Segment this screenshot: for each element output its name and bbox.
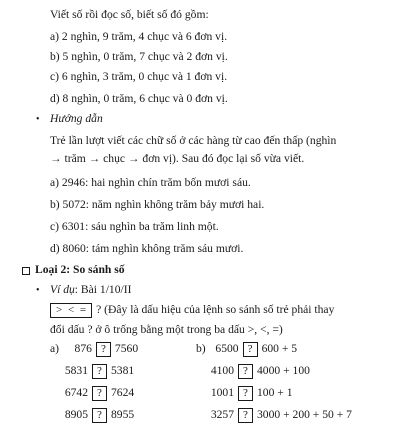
comparison-right-1 — [204, 364, 310, 379]
comparison-right-2 — [204, 386, 293, 401]
guide-title: Hướng dẫn — [50, 112, 103, 125]
compare-box[interactable]: ? — [238, 386, 253, 401]
task-d: d) 8 nghìn, 0 trăm, 6 chục và 0 đơn vị. — [50, 92, 228, 105]
compare-b: 7560 — [114, 342, 139, 356]
compare-b: 7624 — [111, 386, 135, 400]
compare-a: 3257 — [210, 408, 234, 422]
compare-b: 600 + 5 — [261, 342, 298, 356]
comparison-left-0 — [50, 342, 138, 357]
compare-box[interactable]: ? — [243, 342, 258, 357]
compare-box[interactable]: ? — [238, 364, 253, 379]
section-title: Loại 2: So sánh số — [35, 263, 125, 276]
comparison-right-0 — [196, 342, 297, 357]
compare-a: 8905 — [64, 408, 88, 422]
compare-a: 1001 — [210, 386, 234, 400]
compare-box[interactable]: ? — [92, 364, 107, 379]
example-ref: : Bài 1/10/II — [74, 283, 132, 296]
compare-a: 4100 — [210, 364, 234, 378]
compare-a: 876 — [74, 342, 92, 356]
right-label: b) — [196, 342, 206, 356]
compare-b: 100 + 1 — [257, 386, 293, 400]
exercise-intro: Viết số rồi đọc số, biết số đó gồm: — [50, 8, 209, 21]
compare-b: 5381 — [111, 364, 135, 378]
comparison-left-2 — [58, 386, 134, 401]
operator-box: > < = — [50, 303, 92, 318]
answer-b: b) 5072: năm nghìn không trăm bảy mươi hai. — [50, 198, 265, 211]
answer-c: c) 6301: sáu nghìn ba trăm linh một. — [50, 220, 219, 233]
guide-text-line1: Trẻ lần lượt viết các chữ số ở các hàng từ cao đến thấp (nghìn — [50, 134, 337, 147]
guide-text-line2: → trăm → chục → đơn vị). Sau đó đọc lại số vừa viết. — [50, 152, 305, 165]
left-label: a) — [50, 342, 60, 356]
compare-a: 5831 — [64, 364, 88, 378]
comparison-left-3 — [58, 408, 134, 423]
answer-a: a) 2946: hai nghìn chín trăm bốn mươi sáu. — [50, 176, 251, 189]
compare-box[interactable]: ? — [96, 342, 111, 357]
task-b: b) 5 nghìn, 0 trăm, 7 chục và 2 đơn vị. — [50, 50, 228, 63]
task-c: c) 6 nghìn, 3 trăm, 0 chục và 1 đơn vị. — [50, 70, 228, 83]
guide-bullet: • — [36, 114, 40, 125]
compare-b: 8955 — [111, 408, 135, 422]
example-explain-text1: ? (Đây là dấu hiệu của lệnh so sánh số trẻ phải thay — [96, 303, 335, 317]
example-explain-line2: đổi dấu ? ở ô trống bằng một trong ba dấu >, <, =) — [50, 323, 283, 336]
example-label: Ví dụ — [50, 283, 75, 296]
answer-d: d) 8060: tám nghìn không trăm sáu mươi. — [50, 242, 244, 255]
comparison-right-3 — [204, 408, 352, 423]
example-bullet: • — [36, 285, 40, 296]
compare-a: 6500 — [215, 342, 239, 356]
comparison-left-1 — [58, 364, 134, 379]
compare-b: 4000 + 100 — [257, 364, 310, 378]
compare-box[interactable]: ? — [238, 408, 253, 423]
compare-a: 6742 — [64, 386, 88, 400]
section-square-icon — [22, 267, 30, 275]
task-a: a) 2 nghìn, 9 trăm, 4 chục và 6 đơn vị. — [50, 30, 228, 43]
compare-box[interactable]: ? — [92, 408, 107, 423]
example-ref-line — [50, 283, 131, 297]
compare-box[interactable]: ? — [92, 386, 107, 401]
compare-b: 3000 + 200 + 50 + 7 — [257, 408, 352, 422]
example-explain-line1 — [50, 303, 334, 318]
